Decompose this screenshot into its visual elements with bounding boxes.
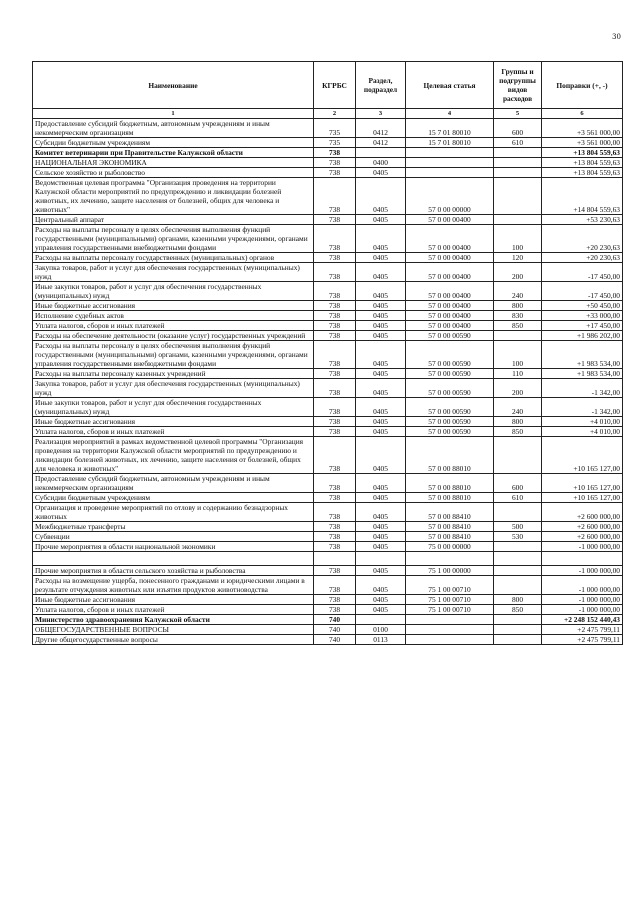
row-expense-group: 850	[494, 605, 542, 615]
row-section: 0113	[356, 635, 406, 645]
row-amendment-amount: -17 450,00	[542, 282, 623, 301]
table-row	[33, 331, 623, 341]
row-amendment-amount: +3 561 000,00	[542, 138, 623, 148]
row-expense-group: 120	[494, 253, 542, 263]
table-row	[33, 566, 623, 576]
row-section: 0405	[356, 576, 406, 595]
row-krbs: 738	[314, 522, 356, 532]
row-section: 0405	[356, 331, 406, 341]
table-row	[33, 398, 623, 417]
table-row	[33, 474, 623, 493]
row-section: 0405	[356, 532, 406, 542]
row-expense-group: 110	[494, 369, 542, 379]
row-name: Субсидии бюджетным учреждениям	[33, 493, 314, 503]
row-name: Субвенции	[33, 532, 314, 542]
row-section: 0405	[356, 311, 406, 321]
row-name: ОБЩЕГОСУДАРСТВЕННЫЕ ВОПРОСЫ	[33, 625, 314, 635]
row-section: 0405	[356, 437, 406, 474]
empty-cell	[542, 552, 623, 566]
row-expense-group	[494, 503, 542, 522]
row-expense-group: 600	[494, 119, 542, 138]
row-krbs: 738	[314, 369, 356, 379]
row-expense-group	[494, 615, 542, 625]
row-target-article: 57 0 00 88010	[406, 493, 494, 503]
row-target-article: 57 0 00 00590	[406, 341, 494, 369]
row-name: НАЦИОНАЛЬНАЯ ЭКОНОМИКА	[33, 158, 314, 168]
row-name: Реализация мероприятий в рамках ведомственной целевой программы "Организация проведения на территории Калужской области мероприятий по предупреждению и ликвидации болезней животных, их лечению, защите населения от болезней, общих для человека и животных"	[33, 437, 314, 474]
header-row	[33, 62, 623, 109]
table-body	[33, 119, 623, 645]
row-krbs: 738	[314, 282, 356, 301]
row-section: 0405	[356, 301, 406, 311]
row-section: 0405	[356, 369, 406, 379]
header-group: Группы и подгруппы видов расходов	[494, 62, 542, 109]
row-target-article: 57 0 00 88010	[406, 437, 494, 474]
row-krbs: 738	[314, 437, 356, 474]
row-expense-group	[494, 542, 542, 552]
row-section: 0405	[356, 379, 406, 398]
row-krbs: 738	[314, 474, 356, 493]
row-target-article: 57 0 00 00400	[406, 321, 494, 331]
row-target-article	[406, 158, 494, 168]
row-krbs: 738	[314, 158, 356, 168]
row-target-article: 57 0 00 00000	[406, 178, 494, 215]
header-name: Наименование	[33, 62, 314, 109]
row-target-article	[406, 635, 494, 645]
table-row	[33, 168, 623, 178]
row-expense-group	[494, 566, 542, 576]
row-krbs: 738	[314, 503, 356, 522]
row-target-article: 57 0 00 00590	[406, 398, 494, 417]
row-target-article: 75 1 00 00710	[406, 605, 494, 615]
table-row	[33, 158, 623, 168]
row-target-article	[406, 615, 494, 625]
row-target-article: 57 0 00 00400	[406, 215, 494, 225]
row-expense-group	[494, 576, 542, 595]
row-krbs: 735	[314, 138, 356, 148]
row-section: 0412	[356, 138, 406, 148]
row-expense-group	[494, 178, 542, 215]
row-expense-group: 100	[494, 341, 542, 369]
row-amendment-amount: +20 230,63	[542, 225, 623, 253]
table-row	[33, 282, 623, 301]
row-krbs: 738	[314, 311, 356, 321]
row-section: 0405	[356, 566, 406, 576]
row-target-article: 57 0 00 00590	[406, 331, 494, 341]
row-target-article: 57 0 00 00400	[406, 263, 494, 282]
row-amendment-amount: +10 165 127,00	[542, 493, 623, 503]
row-target-article: 57 0 00 88010	[406, 474, 494, 493]
row-amendment-amount: +4 010,00	[542, 427, 623, 437]
row-krbs: 740	[314, 625, 356, 635]
row-expense-group: 850	[494, 321, 542, 331]
row-amendment-amount: +2 248 152 440,43	[542, 615, 623, 625]
table-row	[33, 595, 623, 605]
row-amendment-amount: -1 000 000,00	[542, 576, 623, 595]
row-krbs: 738	[314, 566, 356, 576]
row-amendment-amount: -1 000 000,00	[542, 566, 623, 576]
row-target-article: 75 1 00 00710	[406, 595, 494, 605]
column-number: 4	[406, 109, 494, 119]
row-name: Министерство здравоохранения Калужской области	[33, 615, 314, 625]
row-target-article: 57 0 00 00590	[406, 369, 494, 379]
row-amendment-amount: +17 450,00	[542, 321, 623, 331]
header-krbs: КГРБС	[314, 62, 356, 109]
row-name: Закупка товаров, работ и услуг для обеспечения государственных (муниципальных) нужд	[33, 379, 314, 398]
row-section: 0405	[356, 595, 406, 605]
row-amendment-amount: -1 000 000,00	[542, 595, 623, 605]
row-section: 0405	[356, 225, 406, 253]
row-section: 0405	[356, 503, 406, 522]
row-name: Расходы на обеспечение деятельности (оказание услуг) государственных учреждений	[33, 331, 314, 341]
row-section: 0405	[356, 474, 406, 493]
empty-cell	[33, 552, 314, 566]
row-name: Другие общегосударственные вопросы	[33, 635, 314, 645]
row-section: 0405	[356, 341, 406, 369]
row-expense-group: 530	[494, 532, 542, 542]
row-section: 0405	[356, 321, 406, 331]
row-name: Исполнение судебных актов	[33, 311, 314, 321]
row-target-article: 57 0 00 00590	[406, 417, 494, 427]
row-amendment-amount: +13 804 559,63	[542, 168, 623, 178]
row-expense-group	[494, 168, 542, 178]
row-krbs: 738	[314, 178, 356, 215]
row-expense-group: 100	[494, 225, 542, 253]
row-name: Организация и проведение мероприятий по отлову и содержанию безнадзорных животных	[33, 503, 314, 522]
row-amendment-amount: +50 450,00	[542, 301, 623, 311]
row-krbs: 738	[314, 341, 356, 369]
table-row	[33, 605, 623, 615]
table-row	[33, 341, 623, 369]
row-name: Иные бюджетные ассигнования	[33, 417, 314, 427]
row-section: 0405	[356, 493, 406, 503]
row-name: Предоставление субсидий бюджетным, автономным учреждениям и иным некоммерческим организациям	[33, 474, 314, 493]
row-name: Иные бюджетные ассигнования	[33, 301, 314, 311]
row-section: 0405	[356, 417, 406, 427]
row-name: Расходы на выплаты персоналу государственных (муниципальных) органов	[33, 253, 314, 263]
row-amendment-amount: -1 342,00	[542, 379, 623, 398]
row-section: 0405	[356, 542, 406, 552]
empty-cell	[494, 552, 542, 566]
row-target-article	[406, 148, 494, 158]
row-krbs: 738	[314, 215, 356, 225]
row-expense-group	[494, 215, 542, 225]
column-number: 3	[356, 109, 406, 119]
row-krbs: 738	[314, 542, 356, 552]
row-amendment-amount: -17 450,00	[542, 263, 623, 282]
row-section: 0405	[356, 605, 406, 615]
row-name: Сельское хозяйство и рыболовство	[33, 168, 314, 178]
row-expense-group: 200	[494, 263, 542, 282]
row-amendment-amount: -1 000 000,00	[542, 605, 623, 615]
row-expense-group	[494, 625, 542, 635]
row-section	[356, 148, 406, 158]
table-row	[33, 148, 623, 158]
table-row	[33, 253, 623, 263]
row-krbs: 738	[314, 605, 356, 615]
table-row	[33, 263, 623, 282]
row-krbs: 738	[314, 321, 356, 331]
table-row	[33, 427, 623, 437]
row-krbs: 738	[314, 398, 356, 417]
row-name: Субсидии бюджетным учреждениям	[33, 138, 314, 148]
row-krbs: 738	[314, 493, 356, 503]
row-krbs: 738	[314, 417, 356, 427]
row-expense-group	[494, 635, 542, 645]
table-row	[33, 542, 623, 552]
row-name: Уплата налогов, сборов и иных платежей	[33, 605, 314, 615]
row-expense-group	[494, 158, 542, 168]
row-amendment-amount: +53 230,63	[542, 215, 623, 225]
row-name: Уплата налогов, сборов и иных платежей	[33, 427, 314, 437]
header-amendment: Поправки (+, -)	[542, 62, 623, 109]
row-name: Ведомственная целевая программа "Организация проведения на территории Калужской области мероприятий по предупреждению и ликвидации болезней животных, их лечению, защите населения от болезней, общих для человека и животных"	[33, 178, 314, 215]
row-section: 0405	[356, 282, 406, 301]
empty-cell	[356, 552, 406, 566]
row-name: Центральный аппарат	[33, 215, 314, 225]
table-row	[33, 311, 623, 321]
row-target-article: 57 0 00 88410	[406, 503, 494, 522]
table-row	[33, 138, 623, 148]
row-name: Закупка товаров, работ и услуг для обеспечения государственных (муниципальных) нужд	[33, 263, 314, 282]
row-name: Предоставление субсидий бюджетным, автономным учреждениям и иным некоммерческим организациям	[33, 119, 314, 138]
row-section: 0405	[356, 427, 406, 437]
row-expense-group: 610	[494, 138, 542, 148]
row-amendment-amount: +4 010,00	[542, 417, 623, 427]
row-expense-group: 600	[494, 474, 542, 493]
page-number: 30	[612, 33, 621, 41]
row-target-article: 75 0 00 00000	[406, 542, 494, 552]
row-expense-group: 850	[494, 427, 542, 437]
row-amendment-amount: +2 475 799,11	[542, 625, 623, 635]
row-expense-group: 830	[494, 311, 542, 321]
row-name: Иные бюджетные ассигнования	[33, 595, 314, 605]
row-section: 0405	[356, 522, 406, 532]
row-name: Комитет ветеринарии при Правительстве Калужской области	[33, 148, 314, 158]
row-target-article	[406, 625, 494, 635]
table-row	[33, 635, 623, 645]
row-section: 0405	[356, 263, 406, 282]
table-row	[33, 532, 623, 542]
row-expense-group: 240	[494, 282, 542, 301]
row-amendment-amount: +10 165 127,00	[542, 437, 623, 474]
row-krbs: 738	[314, 301, 356, 311]
row-section: 0405	[356, 178, 406, 215]
table-row	[33, 215, 623, 225]
table-row	[33, 301, 623, 311]
row-section: 0412	[356, 119, 406, 138]
row-amendment-amount: +1 986 202,00	[542, 331, 623, 341]
row-amendment-amount: +1 983 534,00	[542, 369, 623, 379]
row-target-article: 57 0 00 00590	[406, 379, 494, 398]
row-amendment-amount: +3 561 000,00	[542, 119, 623, 138]
row-name: Расходы на выплаты персоналу в целях обеспечения выполнения функций государственными (муниципальными) органами, казенными учреждениями, органами управления государственными внебюджетными фондами	[33, 225, 314, 253]
row-name: Прочие мероприятия в области сельского хозяйства и рыболовства	[33, 566, 314, 576]
row-krbs: 738	[314, 532, 356, 542]
table-row	[33, 379, 623, 398]
row-target-article	[406, 168, 494, 178]
row-name: Межбюджетные трансферты	[33, 522, 314, 532]
row-name: Прочие мероприятия в области национальной экономики	[33, 542, 314, 552]
row-amendment-amount: +1 983 534,00	[542, 341, 623, 369]
table-row	[33, 178, 623, 215]
empty-cell	[314, 552, 356, 566]
row-name: Расходы на выплаты персоналу казенных учреждений	[33, 369, 314, 379]
row-expense-group: 200	[494, 379, 542, 398]
budget-amendments-table	[32, 61, 623, 645]
row-krbs: 738	[314, 168, 356, 178]
row-expense-group: 610	[494, 493, 542, 503]
row-expense-group	[494, 437, 542, 474]
spacer-row	[33, 552, 623, 566]
table-row	[33, 503, 623, 522]
header-section: Раздел, подраздел	[356, 62, 406, 109]
row-krbs: 740	[314, 635, 356, 645]
row-amendment-amount: +2 600 000,00	[542, 503, 623, 522]
row-krbs: 738	[314, 148, 356, 158]
table-row	[33, 576, 623, 595]
row-target-article: 57 0 00 00400	[406, 282, 494, 301]
table-row	[33, 615, 623, 625]
row-krbs: 738	[314, 331, 356, 341]
row-expense-group: 500	[494, 522, 542, 532]
row-target-article: 57 0 00 00400	[406, 253, 494, 263]
row-krbs: 735	[314, 119, 356, 138]
row-amendment-amount: +14 804 559,63	[542, 178, 623, 215]
row-krbs: 738	[314, 576, 356, 595]
row-amendment-amount: +20 230,63	[542, 253, 623, 263]
row-name: Расходы на выплаты персоналу в целях обеспечения выполнения функций государственными (муниципальными) органами, казенными учреждениями, органами управления государственными внебюджетными фондами	[33, 341, 314, 369]
row-name: Иные закупки товаров, работ и услуг для обеспечения государственных (муниципальных) нужд	[33, 398, 314, 417]
row-expense-group: 800	[494, 417, 542, 427]
table-row	[33, 437, 623, 474]
table-row	[33, 119, 623, 138]
row-amendment-amount: -1 342,00	[542, 398, 623, 417]
table-row	[33, 417, 623, 427]
row-amendment-amount: +2 600 000,00	[542, 522, 623, 532]
row-target-article: 75 1 00 00710	[406, 576, 494, 595]
row-target-article: 15 7 01 80010	[406, 119, 494, 138]
row-amendment-amount: +2 600 000,00	[542, 532, 623, 542]
row-target-article: 57 0 00 00400	[406, 225, 494, 253]
row-krbs: 738	[314, 225, 356, 253]
column-number-row	[33, 109, 623, 119]
column-number: 5	[494, 109, 542, 119]
column-number: 1	[33, 109, 314, 119]
row-krbs: 740	[314, 615, 356, 625]
row-section: 0405	[356, 168, 406, 178]
row-section	[356, 615, 406, 625]
row-target-article: 57 0 00 00590	[406, 427, 494, 437]
table-row	[33, 625, 623, 635]
row-amendment-amount: +13 804 559,63	[542, 158, 623, 168]
table-row	[33, 493, 623, 503]
row-section: 0400	[356, 158, 406, 168]
row-expense-group: 240	[494, 398, 542, 417]
column-number: 2	[314, 109, 356, 119]
row-amendment-amount: +33 000,00	[542, 311, 623, 321]
empty-cell	[406, 552, 494, 566]
table-row	[33, 321, 623, 331]
row-krbs: 738	[314, 379, 356, 398]
row-section: 0405	[356, 253, 406, 263]
row-section: 0100	[356, 625, 406, 635]
row-name: Уплата налогов, сборов и иных платежей	[33, 321, 314, 331]
row-amendment-amount: +13 804 559,63	[542, 148, 623, 158]
row-section: 0405	[356, 215, 406, 225]
row-expense-group: 800	[494, 595, 542, 605]
row-amendment-amount: +10 165 127,00	[542, 474, 623, 493]
row-expense-group	[494, 148, 542, 158]
header-target: Целевая статья	[406, 62, 494, 109]
row-name: Расходы на возмещение ущерба, понесенного гражданами и юридическими лицами в результате отчуждения животных или изъятия продуктов животноводства	[33, 576, 314, 595]
row-krbs: 738	[314, 427, 356, 437]
table-row	[33, 225, 623, 253]
row-expense-group	[494, 331, 542, 341]
row-krbs: 738	[314, 253, 356, 263]
row-krbs: 738	[314, 595, 356, 605]
row-target-article: 75 1 00 00000	[406, 566, 494, 576]
row-krbs: 738	[314, 263, 356, 282]
table-row	[33, 522, 623, 532]
row-amendment-amount: +2 475 799,11	[542, 635, 623, 645]
column-number: 6	[542, 109, 623, 119]
row-target-article: 57 0 00 00400	[406, 301, 494, 311]
row-section: 0405	[356, 398, 406, 417]
table-row	[33, 369, 623, 379]
row-expense-group: 800	[494, 301, 542, 311]
row-target-article: 15 7 01 80010	[406, 138, 494, 148]
row-target-article: 57 0 00 88410	[406, 522, 494, 532]
row-amendment-amount: -1 000 000,00	[542, 542, 623, 552]
row-target-article: 57 0 00 00400	[406, 311, 494, 321]
row-name: Иные закупки товаров, работ и услуг для обеспечения государственных (муниципальных) нужд	[33, 282, 314, 301]
row-target-article: 57 0 00 88410	[406, 532, 494, 542]
